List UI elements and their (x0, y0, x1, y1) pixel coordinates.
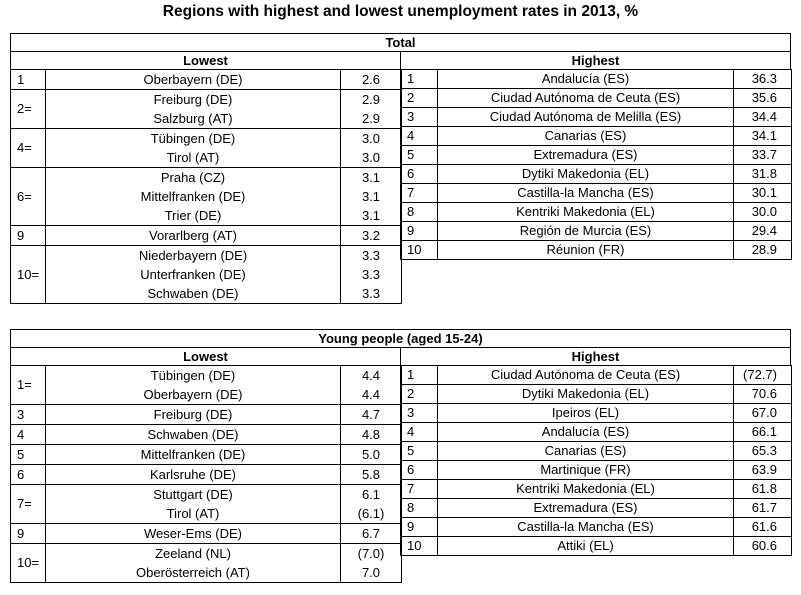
table-row (401, 89, 792, 108)
rate-value: 63.9 (734, 461, 792, 480)
table-row (11, 168, 402, 226)
region-name: Región de Murcia (ES) (438, 222, 734, 241)
value-group-cell (341, 524, 402, 544)
table-row (401, 184, 792, 203)
region-name: Zeeland (NL) (155, 546, 231, 561)
table-row (401, 518, 792, 537)
table-row (401, 70, 792, 89)
region-name: Oberösterreich (AT) (136, 565, 250, 580)
rate-value: (6.1) (357, 506, 385, 521)
region-name: Schwaben (DE) (147, 427, 239, 442)
table-row (11, 485, 402, 524)
region-name: Andalucía (ES) (438, 70, 734, 89)
region-name: Castilla-la Mancha (ES) (438, 518, 734, 537)
rate-value: 3.2 (361, 228, 381, 243)
rate-value: 5.0 (361, 447, 381, 462)
table-row (11, 70, 402, 90)
region-name: Canarias (ES) (438, 127, 734, 146)
rate-value: 61.7 (734, 499, 792, 518)
rate-value: 6.7 (361, 526, 381, 541)
rank-cell: 4= (11, 129, 46, 168)
region-name: Attiki (EL) (438, 537, 734, 556)
rank-cell: 8 (401, 203, 438, 222)
rate-value: 4.4 (361, 387, 381, 402)
rate-value: 3.1 (361, 170, 381, 185)
rate-value: 36.3 (734, 70, 792, 89)
lowest-column-header: Lowest (10, 51, 401, 70)
rank-cell: 1= (11, 366, 46, 405)
region-name: Martinique (FR) (438, 461, 734, 480)
region-name: Ciudad Autónoma de Ceuta (ES) (438, 89, 734, 108)
value-group-cell (341, 168, 402, 226)
rank-cell: 4 (11, 425, 46, 445)
region-name: Oberbayern (DE) (143, 387, 243, 402)
region-name: Dytiki Makedonia (EL) (438, 385, 734, 404)
region-name: Karlsruhe (DE) (150, 467, 236, 482)
rank-cell: 4 (401, 127, 438, 146)
table-row (401, 537, 792, 556)
region-name: Oberbayern (DE) (143, 72, 243, 87)
rank-cell: 6= (11, 168, 46, 226)
table-row (11, 246, 402, 304)
region-group-cell (46, 524, 341, 544)
rate-value: 70.6 (734, 385, 792, 404)
rank-cell: 9 (11, 524, 46, 544)
region-group-cell (46, 485, 341, 524)
region-name: Freiburg (DE) (153, 92, 233, 107)
region-name: Ciudad Autónoma de Melilla (ES) (438, 108, 734, 127)
region-name: Stuttgart (DE) (153, 487, 233, 502)
value-group-cell (341, 425, 402, 445)
table-row (401, 480, 792, 499)
region-name: Kentriki Makedonia (EL) (438, 203, 734, 222)
table-row (11, 90, 402, 129)
table-row (401, 241, 792, 260)
region-name: Niederbayern (DE) (138, 248, 248, 263)
rank-cell: 5 (401, 146, 438, 165)
rank-cell: 1 (11, 70, 46, 90)
region-group-cell (46, 425, 341, 445)
rate-value: 31.8 (734, 165, 792, 184)
value-group-cell (341, 366, 402, 405)
region-group-cell (46, 90, 341, 129)
table-row (401, 404, 792, 423)
region-name: Extremadura (ES) (438, 146, 734, 165)
rate-value: 4.8 (361, 427, 381, 442)
region-name: Trier (DE) (164, 208, 222, 223)
rate-value: 3.3 (361, 267, 381, 282)
rate-value: 30.1 (734, 184, 792, 203)
rank-cell: 10= (11, 544, 46, 583)
value-group-cell (341, 129, 402, 168)
rate-value: 2.6 (361, 72, 381, 87)
value-group-cell (341, 246, 402, 304)
rank-cell: 8 (401, 499, 438, 518)
table-row (401, 127, 792, 146)
table-row (401, 222, 792, 241)
region-name: Ciudad Autónoma de Ceuta (ES) (438, 366, 734, 385)
rank-cell: 9 (11, 226, 46, 246)
region-name: Castilla-la Mancha (ES) (438, 184, 734, 203)
highest-column-header: Highest (400, 347, 791, 366)
rate-value: 3.0 (361, 131, 381, 146)
rank-cell: 6 (401, 461, 438, 480)
rate-value: 3.0 (361, 150, 381, 165)
rate-value: 60.6 (734, 537, 792, 556)
rate-value: 61.6 (734, 518, 792, 537)
region-group-cell (46, 70, 341, 90)
region-group-cell (46, 246, 341, 304)
highest-table (400, 365, 792, 556)
rate-value: 34.4 (734, 108, 792, 127)
rank-cell: 6 (401, 165, 438, 184)
region-group-cell (46, 544, 341, 583)
rate-value: 29.4 (734, 222, 792, 241)
rate-value: 3.3 (361, 286, 381, 301)
value-group-cell (341, 485, 402, 524)
table-row (11, 445, 402, 465)
rank-cell: 1 (401, 366, 438, 385)
region-name: Mittelfranken (DE) (140, 447, 246, 462)
table-row (11, 366, 402, 405)
region-name: Extremadura (ES) (438, 499, 734, 518)
rate-value: 3.3 (361, 248, 381, 263)
rank-cell: 3 (401, 404, 438, 423)
rate-value: 34.1 (734, 127, 792, 146)
rate-value: (72.7) (734, 366, 792, 385)
region-group-cell (46, 445, 341, 465)
rank-cell: 9 (401, 222, 438, 241)
table-row (401, 385, 792, 404)
rank-cell: 1 (401, 70, 438, 89)
region-name: Mittelfranken (DE) (140, 189, 246, 204)
region-name: Freiburg (DE) (153, 407, 233, 422)
rank-cell: 9 (401, 518, 438, 537)
rank-cell: 2= (11, 90, 46, 129)
section-heading: Total (10, 33, 791, 52)
region-name: Unterfranken (DE) (140, 267, 246, 282)
rank-cell: 5 (401, 442, 438, 461)
rate-value: 67.0 (734, 404, 792, 423)
region-name: Tirol (AT) (166, 150, 220, 165)
region-group-cell (46, 366, 341, 405)
rate-value: 65.3 (734, 442, 792, 461)
table-row (401, 461, 792, 480)
rank-cell: 6 (11, 465, 46, 485)
table-row (401, 423, 792, 442)
value-group-cell (341, 544, 402, 583)
table-row (11, 129, 402, 168)
rank-cell: 5 (11, 445, 46, 465)
rate-value: 4.4 (361, 368, 381, 383)
region-name: Praha (CZ) (160, 170, 226, 185)
rate-value: 3.1 (361, 189, 381, 204)
rate-value: (7.0) (357, 546, 385, 561)
rank-cell: 10 (401, 241, 438, 260)
rate-value: 5.8 (361, 467, 381, 482)
lowest-table (10, 69, 402, 304)
table-row (401, 499, 792, 518)
rate-value: 2.9 (361, 111, 381, 126)
rank-cell: 3 (11, 405, 46, 425)
rate-value: 35.6 (734, 89, 792, 108)
table-row (401, 165, 792, 184)
rank-cell: 3 (401, 108, 438, 127)
rank-cell: 10= (11, 246, 46, 304)
lowest-table (10, 365, 402, 583)
rate-value: 30.0 (734, 203, 792, 222)
rank-cell: 10 (401, 537, 438, 556)
table-row (401, 203, 792, 222)
section-heading: Young people (aged 15-24) (10, 329, 791, 348)
region-name: Réunion (FR) (438, 241, 734, 260)
region-group-cell (46, 168, 341, 226)
table-row (401, 442, 792, 461)
region-name: Vorarlberg (AT) (149, 228, 237, 243)
lowest-column-header: Lowest (10, 347, 401, 366)
region-group-cell (46, 465, 341, 485)
rate-value: 4.7 (361, 407, 381, 422)
rank-cell: 2 (401, 385, 438, 404)
region-name: Dytiki Makedonia (EL) (438, 165, 734, 184)
rate-value: 2.9 (361, 92, 381, 107)
value-group-cell (341, 226, 402, 246)
region-name: Tirol (AT) (166, 506, 220, 521)
rate-value: 28.9 (734, 241, 792, 260)
region-name: Kentriki Makedonia (EL) (438, 480, 734, 499)
value-group-cell (341, 90, 402, 129)
region-name: Andalucía (ES) (438, 423, 734, 442)
table-row (11, 405, 402, 425)
region-name: Weser-Ems (DE) (144, 526, 242, 541)
value-group-cell (341, 70, 402, 90)
table-row (11, 544, 402, 583)
table-row (401, 108, 792, 127)
table-row (401, 146, 792, 165)
region-name: Ipeiros (EL) (438, 404, 734, 423)
table-row (401, 366, 792, 385)
region-name: Canarias (ES) (438, 442, 734, 461)
highest-table (400, 69, 792, 260)
table-row (11, 226, 402, 246)
value-group-cell (341, 445, 402, 465)
rank-cell: 7= (11, 485, 46, 524)
rank-cell: 7 (401, 184, 438, 203)
rank-cell: 7 (401, 480, 438, 499)
rate-value: 61.8 (734, 480, 792, 499)
rate-value: 66.1 (734, 423, 792, 442)
region-name: Tübingen (DE) (150, 131, 236, 146)
table-row (11, 425, 402, 445)
rate-value: 7.0 (361, 565, 381, 580)
region-group-cell (46, 129, 341, 168)
table-row (11, 524, 402, 544)
value-group-cell (341, 465, 402, 485)
rank-cell: 4 (401, 423, 438, 442)
region-name: Schwaben (DE) (147, 286, 239, 301)
rate-value: 33.7 (734, 146, 792, 165)
table-row (11, 465, 402, 485)
highest-column-header: Highest (400, 51, 791, 70)
value-group-cell (341, 405, 402, 425)
page-title: Regions with highest and lowest unemployment rates in 2013, % (162, 3, 639, 20)
region-group-cell (46, 226, 341, 246)
rate-value: 3.1 (361, 208, 381, 223)
region-group-cell (46, 405, 341, 425)
rate-value: 6.1 (361, 487, 381, 502)
region-name: Salzburg (AT) (153, 111, 233, 126)
rank-cell: 2 (401, 89, 438, 108)
region-name: Tübingen (DE) (150, 368, 236, 383)
